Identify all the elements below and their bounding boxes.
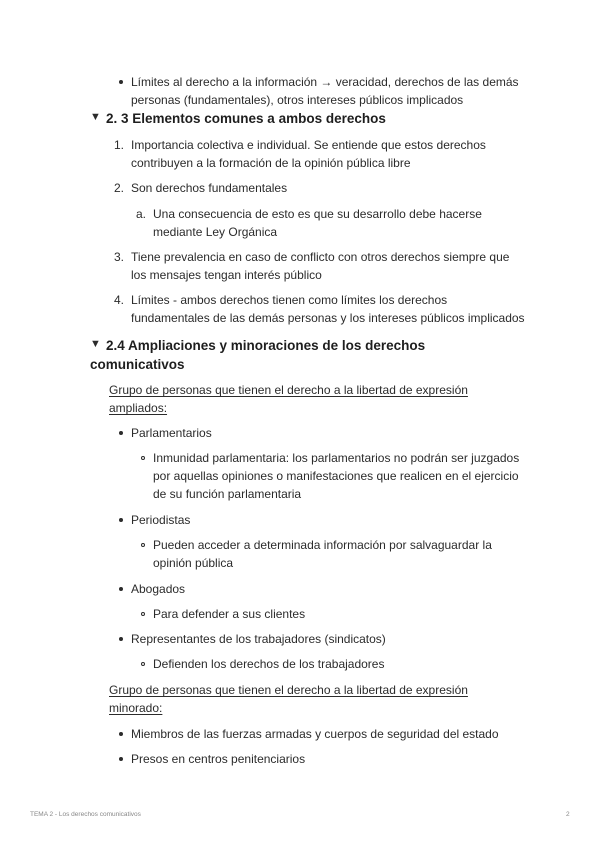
footer-title: TEMA 2 - Los derechos comunicativos [30, 811, 141, 818]
toggle-triangle-icon[interactable]: ▼ [90, 338, 101, 350]
page-number: 2 [566, 811, 570, 818]
numbered-item [131, 136, 486, 172]
bullet-icon [119, 587, 123, 591]
toggle-triangle-icon[interactable]: ▼ [90, 111, 101, 123]
group-heading-minorado [109, 681, 468, 717]
list-number: 3. [113, 250, 124, 264]
sub-list-item: Para defender a sus clientes [153, 607, 306, 621]
bullet-icon [119, 637, 123, 641]
list-item: Presos en centros penitenciarios [131, 752, 306, 766]
bullet-icon [119, 518, 123, 522]
numbered-item-line: fundamentales de las demás personas y los intereses públicos implicados [131, 311, 525, 325]
list-item: Periodistas [131, 513, 191, 527]
group-heading-line: Grupo de personas que tienen el derecho a la libertad de expresión [109, 383, 468, 397]
group-heading-line: minorado: [109, 701, 163, 715]
list-item: Abogados [131, 582, 186, 596]
numbered-item-line: Tiene prevalencia en caso de conflicto con otros derechos siempre que [131, 250, 510, 264]
sub-list-item-line: opinión pública [153, 556, 234, 570]
group-heading-line: Grupo de personas que tienen el derecho a la libertad de expresión [109, 683, 468, 697]
bullet-icon [119, 80, 123, 84]
list-item [131, 73, 519, 109]
sub-list-item [153, 536, 492, 572]
list-item-line: Límites al derecho a la información → veracidad, derechos de las demás [131, 75, 519, 89]
numbered-item-line: contribuyen a la formación de la opinión pública libre [131, 156, 411, 170]
lettered-item-line: mediante Ley Orgánica [153, 225, 278, 239]
sub-list-item-line: de su función parlamentaria [153, 487, 302, 501]
group-heading-line: ampliados: [109, 401, 168, 415]
list-number: 2. [113, 181, 124, 195]
numbered-item-line: Límites - ambos derechos tienen como límites los derechos [131, 293, 448, 307]
bullet-icon [119, 431, 123, 435]
sub-list-item-line: Pueden acceder a determinada información por salvaguardar la [153, 538, 492, 552]
section-heading-continued: comunicativos [90, 357, 185, 372]
group-heading-ampliados [109, 381, 468, 417]
numbered-item [131, 248, 509, 284]
bullet-icon [119, 757, 123, 761]
circle-bullet-icon [141, 612, 145, 616]
sub-list-item-line: Inmunidad parlamentaria: los parlamentarios no podrán ser juzgados [153, 451, 520, 465]
section-heading: 2. 3 Elementos comunes a ambos derechos [106, 111, 386, 126]
numbered-item [131, 291, 525, 327]
numbered-item [131, 179, 287, 197]
list-letter: a. [135, 207, 146, 221]
lettered-item [153, 205, 482, 241]
section-heading: 2.4 Ampliaciones y minoraciones de los derechos [106, 338, 426, 353]
circle-bullet-icon [141, 662, 145, 666]
sub-list-item-line: por aquellas opiniones o manifestaciones que realicen en el ejercicio [153, 469, 519, 483]
circle-bullet-icon [141, 456, 145, 460]
list-item: Miembros de las fuerzas armadas y cuerpos de seguridad del estado [131, 727, 499, 741]
sub-list-item: Defienden los derechos de los trabajadores [153, 657, 385, 671]
numbered-item-line: Importancia colectiva e individual. Se entiende que estos derechos [131, 138, 486, 152]
sub-list-item [153, 449, 519, 503]
list-number: 4. [113, 293, 124, 307]
lettered-item-line: Una consecuencia de esto es que su desarrollo debe hacerse [153, 207, 482, 221]
bullet-icon [119, 732, 123, 736]
numbered-item-line: los mensajes tengan interés público [131, 268, 322, 282]
list-item-line: personas (fundamentales), otros intereses públicos implicados [131, 93, 464, 107]
list-item: Representantes de los trabajadores (sindicatos) [131, 632, 386, 646]
list-number: 1. [113, 138, 124, 152]
list-item: Parlamentarios [131, 426, 212, 440]
numbered-item-line: Son derechos fundamentales [131, 181, 288, 195]
circle-bullet-icon [141, 543, 145, 547]
